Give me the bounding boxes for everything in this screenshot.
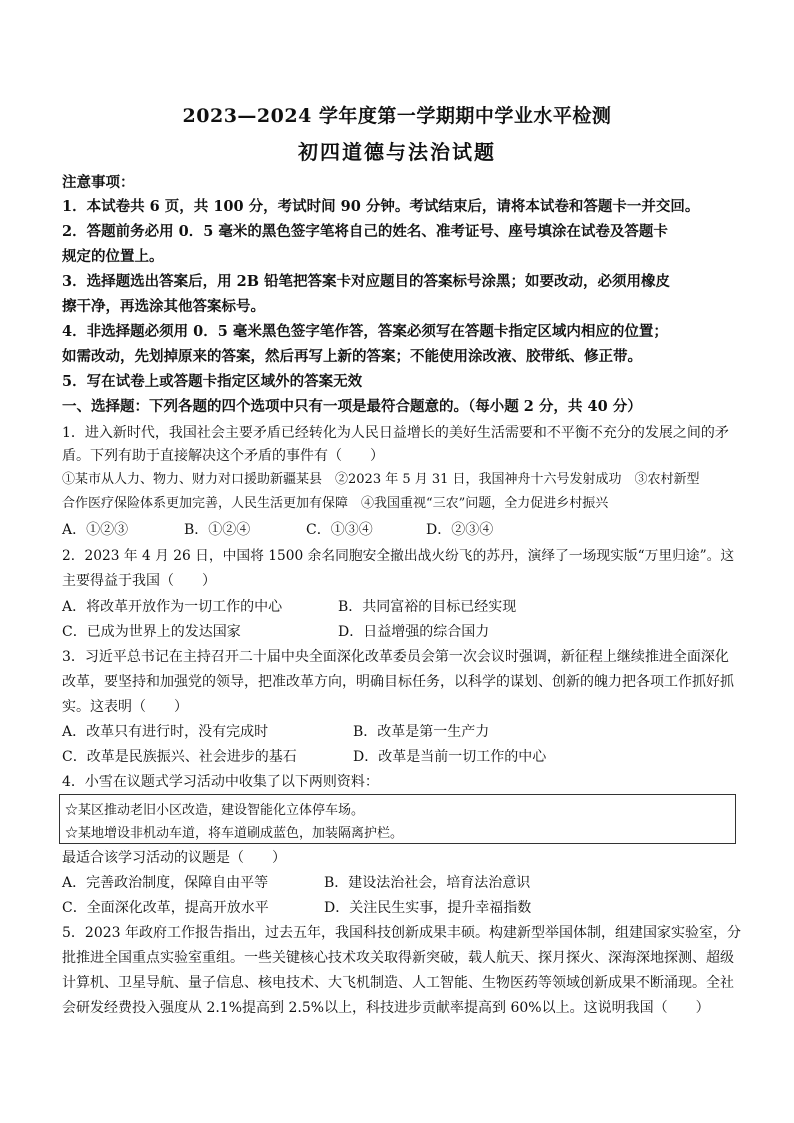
option: A．完善政治制度，保障自由平等 <box>62 875 269 891</box>
option: C．已成为世界上的发达国家 <box>62 624 241 640</box>
question-stem: 会研发经费投入强度从 2.1%提高到 2.5%以上，科技进步贡献率提高到 60%以上。这说明我国（ ） <box>62 1000 710 1016</box>
exam-subtitle: 初四道德与法治试题 <box>298 140 496 164</box>
question-stem: 批推进全国重点实验室重组。一些关键核心技术攻关取得新突破，载人航天、探月探火、深海深地探测、超级 <box>62 950 734 966</box>
question-stem: 实。这表明（ ） <box>62 699 188 715</box>
option: C．改革是民族振兴、社会进步的基石 <box>62 749 297 765</box>
question-stem: 改革，要坚持和加强党的领导，把准改革方向，明确目标任务，以科学的谋划、创新的魄力把各项工作抓好抓 <box>62 674 734 690</box>
option: B．①②④ <box>184 522 251 538</box>
notice-line: 规定的位置上。 <box>62 248 164 265</box>
question-stem: 计算机、卫星导航、量子信息、核电技术、大飞机制造、人工智能、生物医药等领域创新成果不断涌现。全社 <box>62 975 734 991</box>
question-options <box>62 873 742 893</box>
question-stem: 合作医疗保险体系更加完善，人民生活更加有保障 ④我国重视“三农”问题，全力促进乡村振兴 <box>62 496 609 511</box>
question-options <box>62 597 742 617</box>
question-stem: 4．小雪在议题式学习活动中收集了以下两则资料： <box>62 774 379 790</box>
question-stem: 2．2023 年 4 月 26 日，中国将 1500 余名同胞安全撤出战火纷飞的苏丹，演绎了一场现实版“万里归途”。这 <box>62 548 735 564</box>
question-options <box>62 898 742 918</box>
question-stem: 3．习近平总书记在主持召开二十届中央全面深化改革委员会第一次会议时强调，新征程上继续推进全面深化 <box>62 649 729 665</box>
option: D．②③④ <box>426 522 494 538</box>
notice-line: 1．本试卷共 6 页，共 100 分，考试时间 90 分钟。考试结束后，请将本试卷和答题卡一并交回。 <box>62 198 700 215</box>
notice-line: 2．答题前务必用 0．5 毫米的黑色签字笔将自己的姓名、准考证号、座号填涂在试卷及答题卡 <box>62 223 668 240</box>
notice-line: 如需改动，先划掉原来的答案，然后再写上新的答案；不能使用涂改液、胶带纸、修正带。 <box>62 348 642 365</box>
question-prompt: 最适合该学习活动的议题是（ ） <box>62 850 286 866</box>
option: C．①③④ <box>306 522 373 538</box>
option: B．建设法治社会，培育法治意识 <box>324 875 531 891</box>
question-stem: 1．进入新时代，我国社会主要矛盾已经转化为人民日益增长的美好生活需要和不平衡不充分的发展之间的矛 <box>62 425 729 441</box>
section-heading: 一、选择题：下列各题的四个选项中只有一项是最符合题意的。（每小题 2 分，共 40 分） <box>62 398 642 415</box>
option: C．全面深化改革，提高开放水平 <box>62 900 269 916</box>
material-item: ☆某区推动老旧小区改造，建设智能化立体停车场。 <box>65 803 365 818</box>
question-stem: 主要得益于我国（ ） <box>62 573 216 589</box>
option: A．将改革开放作为一切工作的中心 <box>62 599 283 615</box>
option: A．①②③ <box>62 522 129 538</box>
option: D．关注民生实事，提升幸福指数 <box>324 900 532 916</box>
option: D．日益增强的综合国力 <box>338 624 490 640</box>
option: D．改革是当前一切工作的中心 <box>353 749 547 765</box>
question-options <box>62 747 742 767</box>
notice-line: 3．选择题选出答案后，用 2B 铅笔把答案卡对应题目的答案标号涂黑；如要改动，必须用橡皮 <box>62 273 671 290</box>
notice-line: 5．写在试卷上或答题卡指定区域外的答案无效 <box>62 373 363 390</box>
option: A．改革只有进行时，没有完成时 <box>62 724 269 740</box>
question-stem: 5．2023 年政府工作报告指出，过去五年，我国科技创新成果丰硕。构建新型举国体制，组建国家实验室，分 <box>62 925 741 941</box>
material-item: ☆某地增设非机动车道，将车道刷成蓝色，加装隔离护栏。 <box>65 826 404 841</box>
exam-title: 2023—2024 学年度第一学期期中学业水平检测 <box>182 105 612 127</box>
question-stem: 盾。下列有助于直接解决这个矛盾的事件有（ ） <box>62 448 384 464</box>
notice-line: 擦干净，再选涂其他答案标号。 <box>62 298 265 315</box>
question-stem: ①某市从人力、物力、财力对口援助新疆某县 ②2023 年 5 月 31 日，我国神舟十六号发射成功 ③农村新型 <box>62 472 700 487</box>
question-options <box>62 520 742 540</box>
notice-heading: 注意事项： <box>62 174 135 191</box>
option: B．改革是第一生产力 <box>353 724 490 740</box>
option: B．共同富裕的目标已经实现 <box>338 599 517 615</box>
material-box <box>59 794 736 844</box>
question-options <box>62 722 742 742</box>
notice-line: 4．非选择题必须用 0．5 毫米黑色签字笔作答，答案必须写在答题卡指定区域内相应的位置； <box>62 323 668 340</box>
question-options <box>62 622 742 642</box>
